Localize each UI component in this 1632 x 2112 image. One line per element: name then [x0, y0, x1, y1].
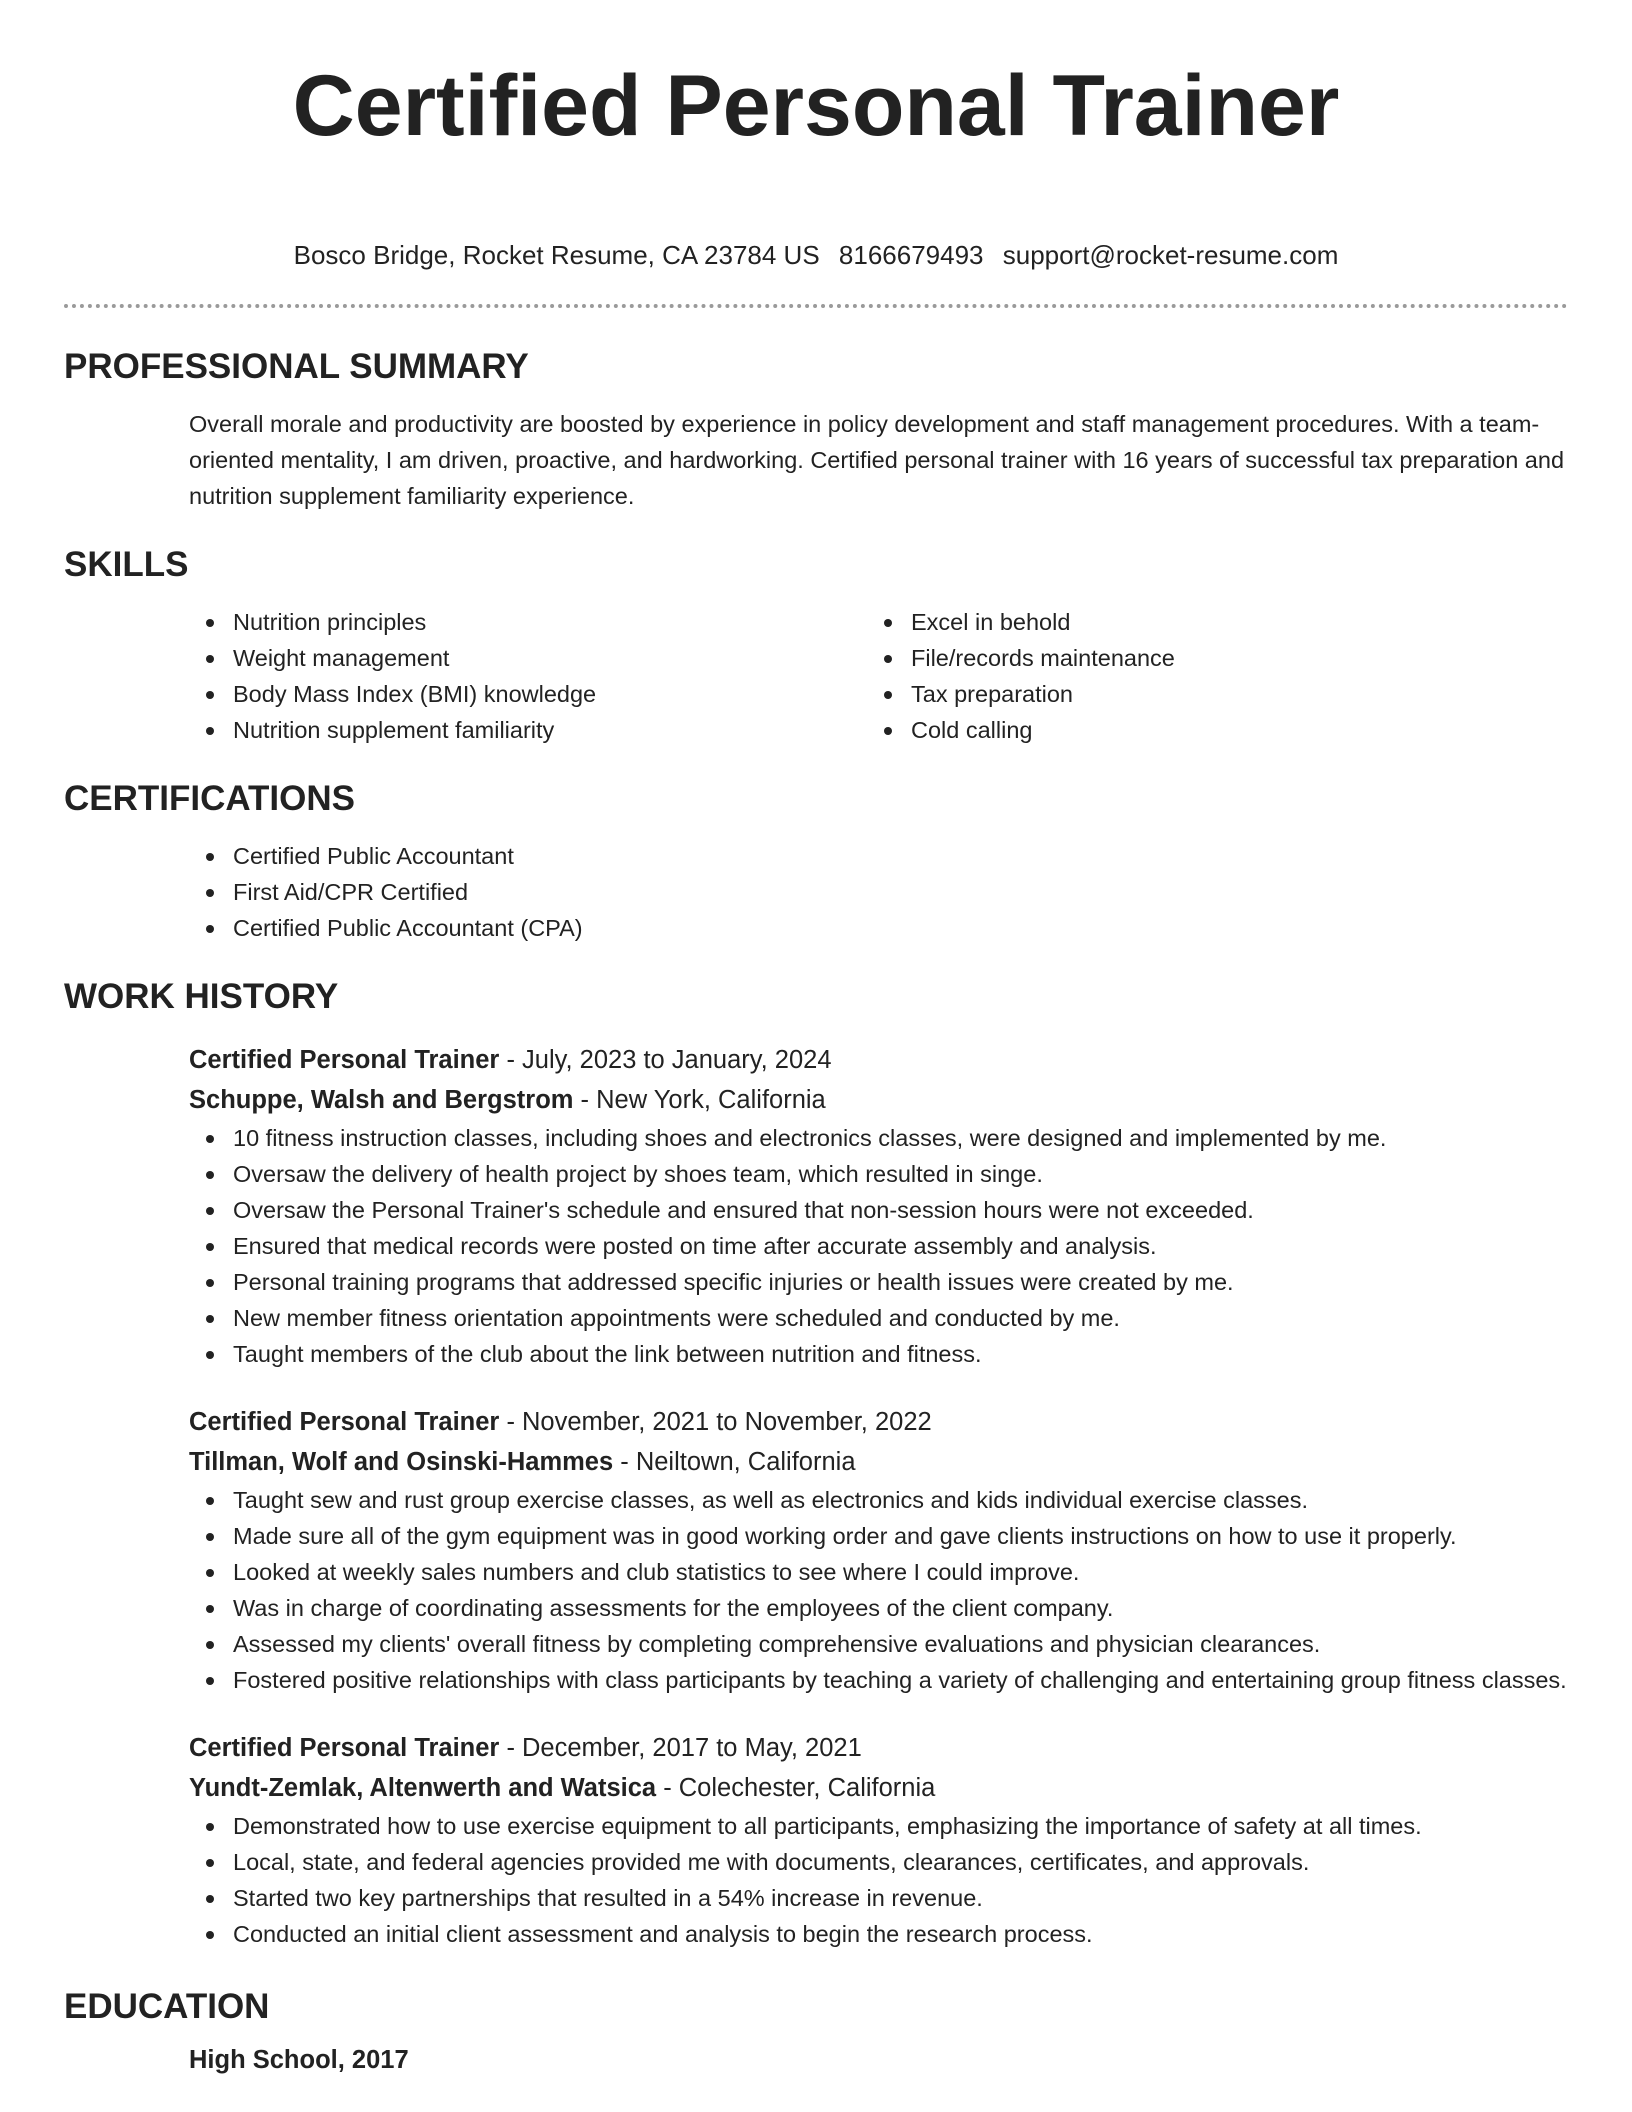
list-item: Weight management: [189, 640, 867, 676]
list-item: Tax preparation: [867, 676, 1567, 712]
list-item: Fostered positive relationships with class participants by teaching a variety of challenging and entertaining group fitness classes.: [189, 1662, 1568, 1698]
list-item: New member fitness orientation appointments were scheduled and conducted by me.: [189, 1300, 1568, 1336]
list-item: Oversaw the delivery of health project by shoes team, which resulted in singe.: [189, 1156, 1568, 1192]
job-company-line: [189, 1442, 1568, 1482]
education-line: High School, 2017: [189, 2046, 409, 2074]
job-entry: [189, 1402, 1568, 1698]
list-item: Looked at weekly sales numbers and club statistics to see where I could improve.: [189, 1554, 1568, 1590]
list-item: Was in charge of coordinating assessments for the employees of the client company.: [189, 1590, 1568, 1626]
job-company: Yundt-Zemlak, Altenwerth and Watsica: [189, 1774, 657, 1802]
job-location: - Neiltown, California: [613, 1448, 856, 1476]
skills-title: SKILLS: [64, 545, 189, 584]
list-item: Made sure all of the gym equipment was in good working order and gave clients instructions on how to use it properly.: [189, 1518, 1568, 1554]
list-item: Started two key partnerships that resulted in a 54% increase in revenue.: [189, 1880, 1568, 1916]
education-section: [0, 1982, 1632, 2080]
contact-phone: 8166679493: [838, 240, 984, 270]
summary-text: Overall morale and productivity are boosted by experience in policy development and staff management procedures. With a team-oriented mentality, I am driven, proactive, and hardworking. Certified personal trainer with 16 years of successful tax preparation and nutrition supplement familiarity experience.: [189, 411, 1565, 509]
job-dates: - July, 2023 to January, 2024: [499, 1046, 832, 1074]
list-item: Body Mass Index (BMI) knowledge: [189, 676, 867, 712]
job-dates: - December, 2017 to May, 2021: [499, 1734, 862, 1762]
skills-section: [0, 540, 1632, 748]
job-location: - New York, California: [573, 1086, 826, 1114]
list-item: Cold calling: [867, 712, 1567, 748]
job-role: Certified Personal Trainer: [189, 1046, 500, 1074]
work-history-section: [0, 972, 1632, 1952]
list-item: Personal training programs that addressed specific injuries or health issues were created by me.: [189, 1264, 1568, 1300]
list-item: Oversaw the Personal Trainer's schedule and ensured that non-session hours were not exceeded.: [189, 1192, 1568, 1228]
list-item: 10 fitness instruction classes, including shoes and electronics classes, were designed and implemented by me.: [189, 1120, 1568, 1156]
job-duties-list: [189, 1808, 1568, 1952]
list-item: Excel in behold: [867, 604, 1567, 640]
skills-list-right: [867, 604, 1567, 748]
job-company-line: [189, 1080, 1568, 1120]
list-item: Certified Public Accountant: [189, 838, 1568, 874]
list-item: Demonstrated how to use exercise equipment to all participants, emphasizing the importance of safety at all times.: [189, 1808, 1568, 1844]
list-item: File/records maintenance: [867, 640, 1567, 676]
contact-address: Bosco Bridge, Rocket Resume, CA 23784 US: [293, 240, 820, 270]
job-duties-list: [189, 1482, 1568, 1698]
job-role: Certified Personal Trainer: [189, 1408, 500, 1436]
job-role: Certified Personal Trainer: [189, 1734, 500, 1762]
list-item: Ensured that medical records were posted on time after accurate assembly and analysis.: [189, 1228, 1568, 1264]
list-item: Taught sew and rust group exercise classes, as well as electronics and kids individual exercise classes.: [189, 1482, 1568, 1518]
contact-email: support@rocket-resume.com: [1002, 240, 1339, 270]
header-divider: [64, 304, 1568, 308]
job-company: Schuppe, Walsh and Bergstrom: [189, 1086, 574, 1114]
job-location: - Colechester, California: [656, 1774, 936, 1802]
list-item: Taught members of the club about the link between nutrition and fitness.: [189, 1336, 1568, 1372]
resume-name: Certified Personal Trainer: [292, 58, 1340, 154]
job-duties-list: [189, 1120, 1568, 1372]
list-item: Nutrition principles: [189, 604, 867, 640]
list-item: Local, state, and federal agencies provided me with documents, clearances, certificates, and approvals.: [189, 1844, 1568, 1880]
certifications-section: [0, 774, 1632, 946]
work-history-title: WORK HISTORY: [64, 977, 339, 1016]
job-entry: [189, 1728, 1568, 1952]
job-dates: - November, 2021 to November, 2022: [499, 1408, 932, 1436]
list-item: Conducted an initial client assessment and analysis to begin the research process.: [189, 1916, 1568, 1952]
skills-list-left: [189, 604, 867, 748]
list-item: Nutrition supplement familiarity: [189, 712, 867, 748]
list-item: Certified Public Accountant (CPA): [189, 910, 1568, 946]
job-company-line: [189, 1768, 1568, 1808]
certifications-title: CERTIFICATIONS: [64, 779, 356, 818]
education-entry: [189, 2040, 1568, 2080]
list-item: First Aid/CPR Certified: [189, 874, 1568, 910]
contact-line: [0, 230, 1632, 280]
list-item: Assessed my clients' overall fitness by completing comprehensive evaluations and physician clearances.: [189, 1626, 1568, 1662]
job-title-line: [189, 1040, 1568, 1080]
job-company: Tillman, Wolf and Osinski-Hammes: [189, 1448, 614, 1476]
job-title-line: [189, 1402, 1568, 1442]
education-title: EDUCATION: [64, 1987, 270, 2026]
summary-section: [0, 342, 1632, 514]
certifications-list: [189, 838, 1568, 946]
job-title-line: [189, 1728, 1568, 1768]
job-entry: [189, 1040, 1568, 1372]
summary-title: PROFESSIONAL SUMMARY: [64, 347, 529, 386]
